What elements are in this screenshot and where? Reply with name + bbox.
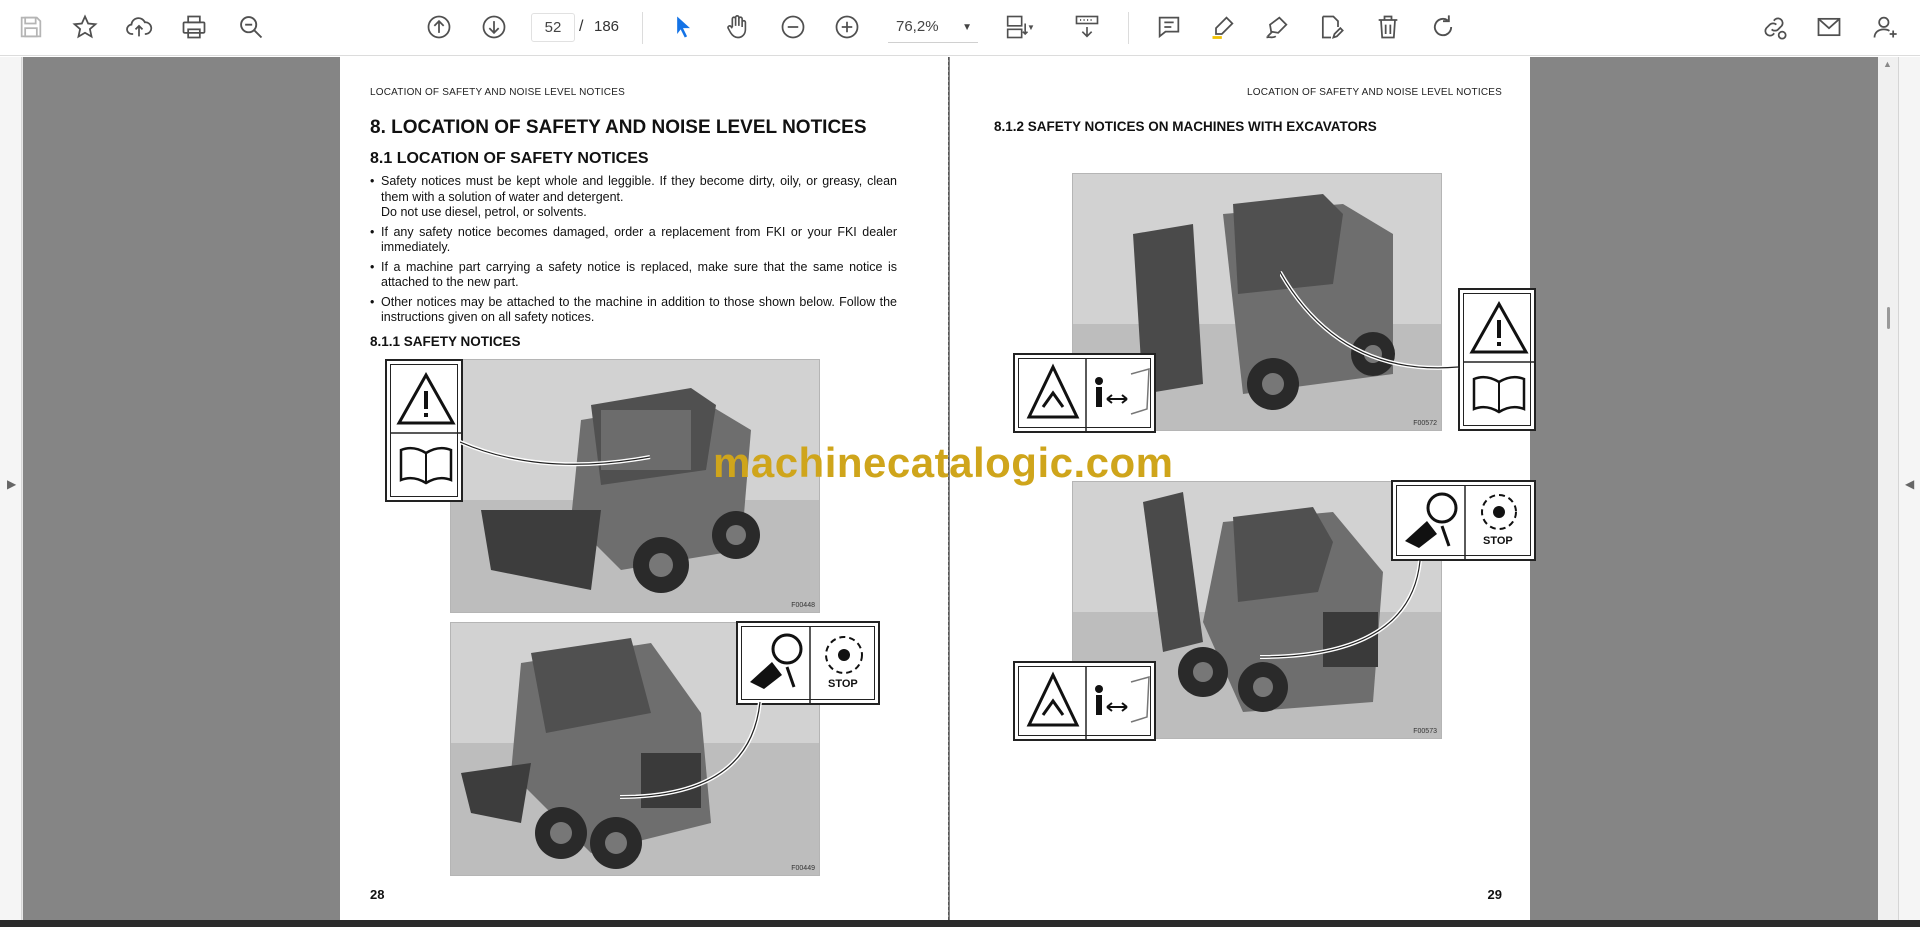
bullet-list xyxy=(370,174,897,330)
scroll-mode-icon[interactable] xyxy=(1070,10,1104,44)
document-viewer xyxy=(0,57,1920,920)
right-panel-toggle[interactable] xyxy=(1898,57,1920,920)
document-canvas[interactable] xyxy=(23,57,1878,920)
warning-triangle-icon xyxy=(1464,294,1534,430)
print-icon[interactable] xyxy=(177,10,211,44)
comment-icon[interactable] xyxy=(1152,10,1186,44)
warning-decal xyxy=(1458,288,1536,431)
star-icon[interactable] xyxy=(68,10,102,44)
crush-hazard-icon xyxy=(1019,667,1154,739)
zoom-value: 76,2% xyxy=(896,18,939,35)
email-icon[interactable] xyxy=(1812,10,1846,44)
callout-line xyxy=(1280,267,1460,377)
save-icon[interactable] xyxy=(14,10,48,44)
toolbar-divider xyxy=(642,12,643,44)
list-item: • Other notices may be attached to the machine in addition to those shown below. Follow the instructions given on all safety notices. xyxy=(370,295,897,326)
sign-pen-icon[interactable] xyxy=(1260,10,1294,44)
list-item-note: Do not use diesel, petrol, or solvents. xyxy=(381,205,587,219)
hand-icon[interactable] xyxy=(720,10,754,44)
callout-line xyxy=(620,697,780,817)
list-item: • Safety notices must be kept whole and leggible. If they become dirty, oily, or greasy, clean them with a solution of water and detergent. Do not use diesel, petrol, or solvents. xyxy=(370,174,897,221)
page-title: 8. LOCATION OF SAFETY AND NOISE LEVEL NOTICES xyxy=(370,117,867,138)
rotating-parts-icon xyxy=(742,627,878,703)
entanglement-decal xyxy=(736,621,880,705)
chevron-down-icon[interactable]: ▼ xyxy=(1027,22,1035,32)
share-link-icon[interactable] xyxy=(1757,10,1791,44)
warning-triangle-icon xyxy=(391,365,461,501)
vertical-scrollbar[interactable] xyxy=(1878,57,1898,920)
page-down-icon[interactable] xyxy=(477,10,511,44)
edit-pdf-icon[interactable] xyxy=(1314,10,1348,44)
expand-left-icon[interactable]: ▶ xyxy=(7,477,17,491)
subsection-heading: 8.1.2 SAFETY NOTICES ON MACHINES WITH EXCAVATORS xyxy=(994,119,1377,134)
page-number-input[interactable]: 52 xyxy=(531,13,575,42)
expand-right-icon[interactable]: ◀ xyxy=(1905,477,1915,491)
rotating-parts-icon xyxy=(1397,486,1534,559)
figure-code: F00449 xyxy=(791,865,815,872)
zoom-out-icon[interactable] xyxy=(776,10,810,44)
chevron-down-icon: ▼ xyxy=(962,22,972,33)
left-panel-toggle[interactable] xyxy=(0,57,22,920)
subsection-heading: 8.1.1 SAFETY NOTICES xyxy=(370,334,521,349)
figure-code: F00572 xyxy=(1413,420,1437,427)
page-total: 186 xyxy=(594,18,620,35)
list-item: • If any safety notice becomes damaged, order a replacement from FKI or your FKI dealer immediately. xyxy=(370,225,897,256)
crush-hazard-decal xyxy=(1013,661,1156,741)
figure-code: F00573 xyxy=(1413,728,1437,735)
scroll-thumb[interactable] xyxy=(1887,307,1890,329)
taskbar-edge xyxy=(0,920,1920,927)
callout-line xyxy=(1260,557,1440,667)
crush-hazard-decal xyxy=(1013,353,1156,433)
highlight-pen-icon[interactable] xyxy=(1206,10,1240,44)
page-spread-divider xyxy=(948,57,949,920)
toolbar-divider xyxy=(1128,12,1129,44)
zoom-select[interactable] xyxy=(888,13,978,43)
account-icon[interactable] xyxy=(1868,10,1902,44)
figure-code: F00448 xyxy=(791,602,815,609)
page-up-icon[interactable] xyxy=(422,10,456,44)
crush-hazard-icon xyxy=(1019,359,1154,431)
page-separator: / xyxy=(579,18,584,35)
stop-label: STOP xyxy=(828,678,858,690)
section-heading: 8.1 LOCATION OF SAFETY NOTICES xyxy=(370,150,649,167)
zoom-in-icon[interactable] xyxy=(830,10,864,44)
page-number: 29 xyxy=(1487,887,1502,902)
pdf-page-left xyxy=(340,57,948,920)
running-head: LOCATION OF SAFETY AND NOISE LEVEL NOTICES xyxy=(370,87,625,98)
running-head: LOCATION OF SAFETY AND NOISE LEVEL NOTICES xyxy=(1247,87,1502,98)
pdf-page-right xyxy=(950,57,1530,920)
watermark: machinecatalogic.com xyxy=(713,439,1174,486)
warning-decal xyxy=(385,359,463,502)
zoom-search-icon[interactable] xyxy=(234,10,268,44)
page-number: 28 xyxy=(370,887,385,902)
list-item: • If a machine part carrying a safety notice is replaced, make sure that the same notice is attached to the new part. xyxy=(370,260,897,291)
rotate-icon[interactable] xyxy=(1426,10,1460,44)
select-cursor-icon[interactable] xyxy=(666,10,700,44)
stop-label: STOP xyxy=(1483,535,1513,547)
entanglement-decal xyxy=(1391,480,1536,561)
callout-line xyxy=(460,437,660,497)
delete-icon[interactable] xyxy=(1371,10,1405,44)
upload-icon[interactable] xyxy=(122,10,156,44)
toolbar xyxy=(0,0,1920,56)
scroll-up-icon[interactable]: ▲ xyxy=(1883,59,1892,69)
